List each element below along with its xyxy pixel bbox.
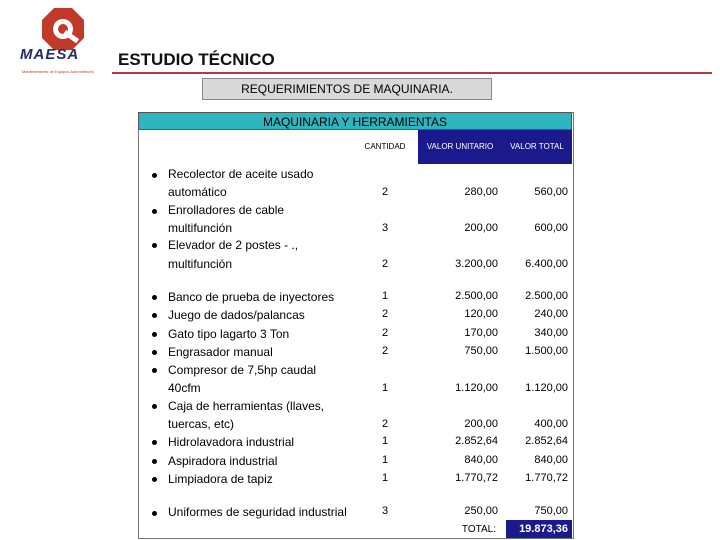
item-name: Enrolladores de cable <box>168 203 285 217</box>
item-unit-price: 170,00 <box>464 327 498 339</box>
subtitle-box: REQUERIMIENTOS DE MAQUINARIA. <box>202 78 492 100</box>
item-name: Compresor de 7,5hp caudal <box>168 363 317 377</box>
title-divider <box>112 72 712 74</box>
item-qty: 1 <box>381 472 389 484</box>
item-unit-price: 840,00 <box>464 454 498 466</box>
total-value: 19.873,36 <box>506 520 572 538</box>
item-name: Recolector de aceite usado <box>168 167 314 181</box>
item-total: 240,00 <box>534 308 568 320</box>
item-total: 1.120,00 <box>525 382 568 394</box>
item-qty: 2 <box>381 327 389 339</box>
item-unit-price: 280,00 <box>464 186 498 198</box>
item-unit-price: 2.500,00 <box>455 290 498 302</box>
column-header-cantidad: CANTIDAD <box>356 130 414 164</box>
item-total: 2.500,00 <box>525 290 568 302</box>
item-unit-price: 1.770,72 <box>455 472 498 484</box>
item-qty: 2 <box>381 345 389 357</box>
bullet-icon <box>152 459 157 464</box>
item-name: Uniformes de seguridad industrial <box>168 505 347 519</box>
bullet-icon <box>152 209 157 214</box>
item-total: 750,00 <box>534 505 568 517</box>
total-label: TOTAL: <box>461 524 496 535</box>
item-qty: 2 <box>381 418 389 430</box>
item-name: Engrasador manual <box>168 345 273 359</box>
bullet-icon <box>152 295 157 300</box>
item-name: Juego de dados/palancas <box>168 308 305 322</box>
page-title: ESTUDIO TÉCNICO <box>118 50 275 69</box>
item-qty: 3 <box>381 222 389 234</box>
item-total: 600,00 <box>534 222 568 234</box>
bullet-icon <box>152 440 157 445</box>
item-name-line2: multifunción <box>168 221 233 235</box>
item-name-line2: tuercas, etc) <box>168 417 235 431</box>
item-total: 400,00 <box>534 418 568 430</box>
bullet-icon <box>152 477 157 482</box>
item-total: 340,00 <box>534 327 568 339</box>
bullet-icon <box>152 332 157 337</box>
item-name: Gato tipo lagarto 3 Ton <box>168 327 290 341</box>
item-unit-price: 200,00 <box>464 222 498 234</box>
bullet-icon <box>152 350 157 355</box>
item-name: Aspiradora industrial <box>168 454 278 468</box>
bullet-icon <box>152 511 157 516</box>
item-name-line2: multifunción <box>168 257 233 271</box>
item-unit-price: 1.120,00 <box>455 382 498 394</box>
item-name: Banco de prueba de inyectores <box>168 290 335 304</box>
item-unit-price: 3.200,00 <box>455 258 498 270</box>
item-unit-price: 200,00 <box>464 418 498 430</box>
bullet-icon <box>152 368 157 373</box>
item-total: 2.852,64 <box>525 435 568 447</box>
item-unit-price: 250,00 <box>464 505 498 517</box>
item-unit-price: 750,00 <box>464 345 498 357</box>
item-name-line2: 40cfm <box>168 381 201 395</box>
item-total: 6.400,00 <box>525 258 568 270</box>
item-qty: 1 <box>381 382 389 394</box>
item-name: Limpiadora de tapiz <box>168 472 273 486</box>
item-unit-price: 2.852,64 <box>455 435 498 447</box>
item-qty: 2 <box>381 186 389 198</box>
logo-text: MAESA <box>20 46 80 63</box>
item-total: 1.770,72 <box>525 472 568 484</box>
item-qty: 1 <box>381 454 389 466</box>
item-name-line2: automático <box>168 185 227 199</box>
bullet-icon <box>152 313 157 318</box>
item-qty: 1 <box>381 290 389 302</box>
bullet-icon <box>152 404 157 409</box>
column-header-valor-unitario: VALOR UNITARIO <box>418 130 502 164</box>
item-qty: 3 <box>381 505 389 517</box>
bullet-icon <box>152 173 157 178</box>
item-total: 840,00 <box>534 454 568 466</box>
column-header-valor-total: VALOR TOTAL <box>502 130 572 164</box>
item-total: 560,00 <box>534 186 568 198</box>
item-total: 1.500,00 <box>525 345 568 357</box>
company-logo <box>14 6 124 78</box>
item-name: Elevador de 2 postes - ., <box>168 238 299 252</box>
item-qty: 2 <box>381 308 389 320</box>
logo-tagline: Mantenimiento de Equipos Automotrices <box>22 69 94 74</box>
item-unit-price: 120,00 <box>464 308 498 320</box>
bullet-icon <box>152 243 157 248</box>
item-name: Hidrolavadora industrial <box>168 435 295 449</box>
item-qty: 1 <box>381 435 389 447</box>
item-name: Caja de herramientas (llaves, <box>168 399 325 413</box>
item-qty: 2 <box>381 258 389 270</box>
section-title: MAQUINARIA Y HERRAMIENTAS <box>138 112 572 130</box>
